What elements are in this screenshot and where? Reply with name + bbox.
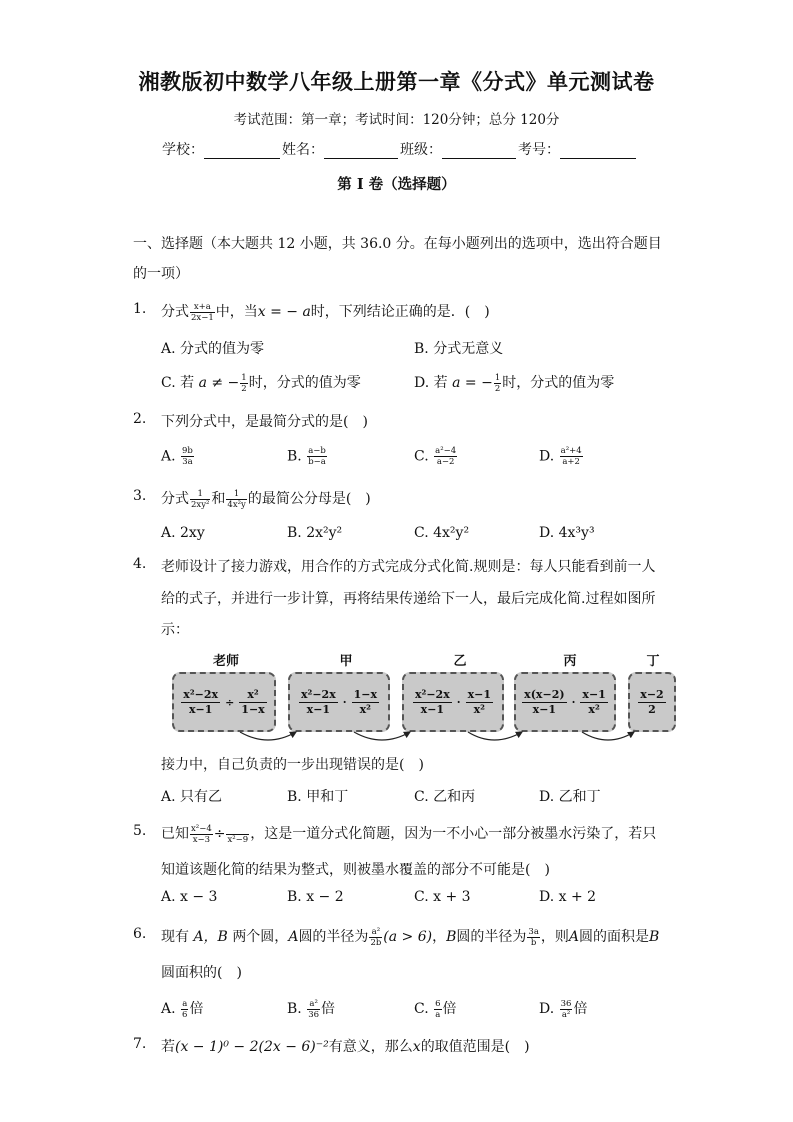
ding-denominator: 2 bbox=[648, 702, 656, 716]
q6-f2-numerator: 3a bbox=[528, 926, 539, 937]
q4-line-2: 给的式子，并进行一步计算，再将结果传递给下一人，最后完成化简.过程如图所 bbox=[161, 591, 656, 607]
name-label: 姓名： bbox=[282, 142, 324, 158]
q6-b-unit: 倍 bbox=[321, 1001, 336, 1017]
q2-a-label: A. bbox=[161, 448, 176, 465]
q6-d-numerator: 36 bbox=[560, 998, 572, 1009]
q5-f2-denominator: x²−9 bbox=[227, 834, 249, 845]
q3-stem bbox=[161, 488, 371, 510]
q1-option-c[interactable] bbox=[161, 372, 361, 394]
q6-mid2: 两个圆， bbox=[232, 929, 289, 945]
q2-a-denominator: 3a bbox=[182, 457, 193, 467]
q5-f1-denominator: x−3 bbox=[192, 834, 211, 845]
yi-f1-denominator: x−1 bbox=[420, 702, 445, 716]
q2-d-label: D. bbox=[539, 448, 555, 465]
q6-f1-denominator: 2b bbox=[370, 937, 382, 948]
q6-d-fraction bbox=[560, 999, 573, 1020]
q5-line-2: 知道该题化简的结果为整式，则被墨水覆盖的部分不可能是( ) bbox=[161, 862, 550, 878]
q4-option-b[interactable]: B. 甲和丁 bbox=[287, 789, 349, 805]
q6-stem bbox=[161, 926, 659, 948]
q6-option-a[interactable] bbox=[161, 998, 203, 1020]
q6-d-unit: 倍 bbox=[573, 1001, 588, 1017]
q5-post: ，这是一道分式化简题，因为一不小心一部分被墨水污染了，若只 bbox=[250, 826, 657, 842]
q2-b-numerator: a−b bbox=[308, 446, 326, 456]
q2-d-numerator: a²+4 bbox=[560, 446, 582, 456]
q1-pre: 分式 bbox=[161, 304, 189, 320]
q6-b-numerator: a² bbox=[307, 999, 320, 1010]
q3-f2-denominator: 4x²y bbox=[227, 499, 246, 510]
student-info-fields bbox=[162, 139, 638, 159]
yi-operator: · bbox=[456, 695, 461, 709]
q3-option-c[interactable]: C. 4x²y² bbox=[414, 525, 470, 541]
q3-fraction-2 bbox=[226, 489, 246, 510]
relay-label-teacher: 老师 bbox=[212, 654, 239, 669]
ding-numerator: x−2 bbox=[640, 687, 664, 701]
q2-c-numerator: a²−4 bbox=[435, 446, 457, 456]
q1-option-d[interactable] bbox=[414, 372, 614, 394]
bing-f1-numerator: x(x−2) bbox=[524, 687, 565, 701]
q3-option-b[interactable]: B. 2x²y² bbox=[287, 525, 343, 541]
q6-pre: 现有 bbox=[161, 929, 189, 945]
q3-fraction-1 bbox=[190, 489, 210, 510]
q2-c-fraction bbox=[434, 446, 457, 467]
q1-d-cond: a = − bbox=[452, 375, 493, 391]
q4-number: 4. bbox=[133, 556, 147, 572]
relay-label-ding: 丁 bbox=[646, 654, 660, 669]
arrow-jia-to-yi bbox=[354, 732, 410, 740]
q6-c-denominator: a bbox=[435, 1009, 441, 1020]
q5-fraction-2-ink-stained bbox=[226, 824, 249, 845]
q1-d-post: 时，分式的值为零 bbox=[502, 375, 615, 391]
q6-mid5: ， bbox=[432, 929, 447, 945]
q1-mid: 中，当 bbox=[215, 304, 258, 320]
arrow-bing-to-ding bbox=[582, 732, 634, 740]
q1-option-a[interactable]: A. 分式的值为零 bbox=[161, 341, 265, 357]
teacher-f2-numerator: x² bbox=[239, 688, 266, 703]
q3-post: 的最简公分母是( ) bbox=[247, 491, 371, 507]
jia-f1-denominator: x−1 bbox=[306, 702, 331, 716]
q5-option-b[interactable]: B. x − 2 bbox=[287, 889, 344, 905]
q7-expression: (x − 1)⁰ − 2(2x − 6)⁻² bbox=[175, 1039, 329, 1055]
q3-f2-numerator: 1 bbox=[226, 489, 246, 500]
q5-option-a[interactable]: A. x − 3 bbox=[161, 889, 218, 905]
q6-c-unit: 倍 bbox=[442, 1001, 457, 1017]
jia-operator: · bbox=[342, 695, 347, 709]
q7-pre: 若 bbox=[161, 1039, 175, 1055]
q2-c-denominator: a−2 bbox=[436, 457, 455, 467]
bing-f2-denominator: x² bbox=[588, 702, 600, 716]
bing-f1-denominator: x−1 bbox=[532, 702, 557, 716]
q6-mid4: 圆的半径为 bbox=[298, 929, 369, 945]
q6-radius-a-fraction bbox=[369, 927, 382, 948]
q2-option-c[interactable] bbox=[414, 446, 458, 467]
arrow-yi-to-bing bbox=[468, 732, 522, 740]
exam-number-blank[interactable] bbox=[560, 144, 636, 159]
q1-c-frac-numerator: 1 bbox=[241, 372, 247, 383]
q5-stem bbox=[161, 823, 656, 845]
q6-circle-a-2: A bbox=[568, 929, 580, 945]
q6-b-denominator: 36 bbox=[308, 1009, 320, 1020]
q6-f2-denominator: b bbox=[530, 937, 537, 948]
q6-d-denominator: a² bbox=[561, 1009, 571, 1020]
q5-option-d[interactable]: D. x + 2 bbox=[539, 889, 597, 905]
q1-c-cond: a ≠ − bbox=[198, 375, 240, 391]
bing-operator: · bbox=[571, 695, 576, 709]
q2-d-denominator: a+2 bbox=[562, 457, 580, 467]
jia-f2-numerator: 1−x bbox=[353, 687, 378, 701]
q7-mid: 有意义，那么 bbox=[328, 1039, 413, 1055]
q1-condition: x = − a bbox=[257, 304, 311, 320]
q5-operator: ÷ bbox=[213, 826, 226, 842]
q1-fraction bbox=[190, 302, 215, 323]
q3-and: 和 bbox=[211, 491, 226, 507]
q6-b-fraction bbox=[307, 999, 320, 1020]
q1-d-frac-denominator: 2 bbox=[494, 383, 501, 394]
q1-c-post: 时，分式的值为零 bbox=[248, 375, 361, 391]
q1-frac-denominator: 2x−1 bbox=[191, 312, 214, 323]
q3-pre: 分式 bbox=[161, 491, 189, 507]
yi-f1-numerator: x²−2x bbox=[414, 687, 450, 701]
q6-circle-a: A bbox=[288, 929, 299, 945]
bing-f2-numerator: x−1 bbox=[582, 687, 606, 701]
teacher-f1-numerator: x²−2x bbox=[183, 687, 219, 701]
q1-c-fraction bbox=[240, 373, 247, 394]
q3-number: 3. bbox=[133, 488, 147, 504]
q6-b-label: B. bbox=[287, 1001, 302, 1017]
q4-option-a[interactable]: A. 只有乙 bbox=[161, 789, 223, 805]
q2-option-b[interactable] bbox=[287, 446, 328, 467]
q2-b-label: B. bbox=[287, 448, 302, 465]
q2-stem: 下列分式中，是最简分式的是( ) bbox=[161, 414, 368, 430]
relay-arrows bbox=[168, 650, 678, 745]
q6-circle-b-2: B bbox=[649, 929, 660, 945]
class-blank[interactable] bbox=[442, 144, 516, 159]
teacher-operator: ÷ bbox=[225, 695, 235, 709]
q6-mid8: ，则 bbox=[540, 929, 569, 945]
yi-f2-denominator: x² bbox=[473, 702, 486, 716]
name-blank[interactable] bbox=[324, 144, 398, 159]
q6-circles: A，B bbox=[189, 929, 233, 945]
q3-option-d[interactable]: D. 4x³y³ bbox=[539, 525, 595, 541]
q2-option-d[interactable] bbox=[539, 446, 584, 467]
relay-diagram bbox=[168, 650, 678, 745]
teacher-f1-denominator: x−1 bbox=[188, 702, 213, 716]
q1-c-frac-denominator: 2 bbox=[241, 383, 247, 394]
q4-line-1: 老师设计了接力游戏，用合作的方式完成分式化简.规则是：每人只能看到前一人 bbox=[161, 559, 656, 575]
class-label: 班级： bbox=[400, 142, 442, 158]
q2-c-label: C. bbox=[414, 448, 429, 465]
q6-mid7: 圆的半径为 bbox=[456, 929, 527, 945]
jia-f1-numerator: x²−2x bbox=[300, 687, 336, 701]
q3-f1-denominator: 2xy² bbox=[191, 499, 210, 510]
q6-f1-numerator: a² bbox=[369, 927, 382, 938]
exam-subtitle: 考试范围：第一章；考试时间：120分钟；总分 120分 bbox=[233, 112, 560, 128]
q6-condition: (a > 6) bbox=[383, 929, 433, 945]
q1-d-frac-numerator: 1 bbox=[494, 372, 501, 383]
q6-radius-b-fraction bbox=[527, 927, 539, 948]
q7-number: 7. bbox=[133, 1036, 147, 1052]
q6-circle-b: B bbox=[446, 929, 457, 945]
q2-a-fraction bbox=[181, 446, 194, 467]
q1-stem bbox=[161, 301, 490, 323]
q6-line-2: 圆面积的( ) bbox=[161, 965, 242, 981]
jia-f2-denominator: x² bbox=[359, 702, 372, 716]
q2-a-numerator: 9b bbox=[182, 446, 193, 456]
q1-d-pre: D. 若 bbox=[414, 375, 448, 391]
q6-c-numerator: 6 bbox=[435, 998, 441, 1009]
q5-f2-numerator bbox=[226, 824, 249, 835]
q1-c-pre: C. 若 bbox=[161, 375, 195, 391]
school-blank[interactable] bbox=[204, 144, 280, 159]
q6-a-numerator: a bbox=[182, 998, 188, 1009]
q6-a-denominator: 6 bbox=[182, 1009, 188, 1020]
q6-a-unit: 倍 bbox=[189, 1001, 204, 1017]
q1-option-b[interactable]: B. 分式无意义 bbox=[414, 341, 504, 357]
q2-number: 2. bbox=[133, 411, 147, 427]
q7-stem bbox=[161, 1036, 530, 1056]
section-heading: 一、选择题（本大题共 12 小题，共 36.0 分。在每小题列出的选项中，选出符合题目的一项） bbox=[133, 236, 662, 282]
q5-pre: 已知 bbox=[161, 826, 189, 842]
teacher-f2-denominator: 1−x bbox=[241, 702, 265, 716]
q7-post: 的取值范围是( ) bbox=[420, 1039, 530, 1055]
q3-option-a[interactable]: A. 2xy bbox=[161, 525, 205, 541]
q1-d-fraction bbox=[494, 373, 501, 394]
q6-option-c[interactable] bbox=[414, 998, 457, 1020]
q2-b-denominator: b−a bbox=[308, 457, 326, 467]
q4-option-d[interactable]: D. 乙和丁 bbox=[539, 789, 601, 805]
exam-number-label: 考号： bbox=[518, 142, 560, 158]
q1-post: 时，下列结论正确的是．( ) bbox=[310, 304, 490, 320]
school-label: 学校： bbox=[162, 142, 204, 158]
yi-f2-numerator: x−1 bbox=[467, 687, 492, 701]
relay-label-bing: 丙 bbox=[563, 654, 577, 669]
arrow-teacher-to-jia bbox=[240, 732, 296, 740]
relay-label-yi: 乙 bbox=[453, 654, 467, 669]
q5-fraction-1 bbox=[190, 824, 213, 845]
q7-variable: x bbox=[412, 1039, 421, 1055]
exam-title: 湘教版初中数学八年级上册第一章《分式》单元测试卷 bbox=[138, 69, 655, 94]
q6-c-fraction bbox=[434, 999, 441, 1020]
part-heading: 第 I 卷（选择题） bbox=[337, 176, 456, 193]
q2-b-fraction bbox=[307, 446, 327, 467]
q5-number: 5. bbox=[133, 823, 147, 839]
q4-line-3: 示： bbox=[161, 622, 189, 638]
q5-option-c[interactable]: C. x + 3 bbox=[414, 889, 471, 905]
q4-question: 接力中，自己负责的一步出现错误的是( ) bbox=[161, 757, 424, 773]
relay-label-jia: 甲 bbox=[339, 654, 353, 669]
q6-option-d[interactable] bbox=[539, 998, 587, 1020]
q6-option-b[interactable] bbox=[287, 998, 335, 1020]
q5-f1-numerator: x²−4 bbox=[191, 823, 212, 834]
q6-a-fraction bbox=[181, 999, 188, 1020]
q6-d-label: D. bbox=[539, 1001, 555, 1017]
q6-number: 6. bbox=[133, 926, 147, 942]
q4-option-c[interactable]: C. 乙和丙 bbox=[414, 789, 476, 805]
q2-d-fraction bbox=[560, 446, 583, 467]
q1-number: 1. bbox=[133, 301, 147, 317]
q2-option-a[interactable] bbox=[161, 446, 195, 467]
q6-c-label: C. bbox=[414, 1001, 429, 1017]
q6-a-label: A. bbox=[161, 1001, 176, 1017]
q6-mid10: 圆的面积是 bbox=[579, 929, 650, 945]
q3-f1-numerator: 1 bbox=[190, 489, 210, 500]
q1-frac-numerator: x+a bbox=[190, 302, 215, 313]
